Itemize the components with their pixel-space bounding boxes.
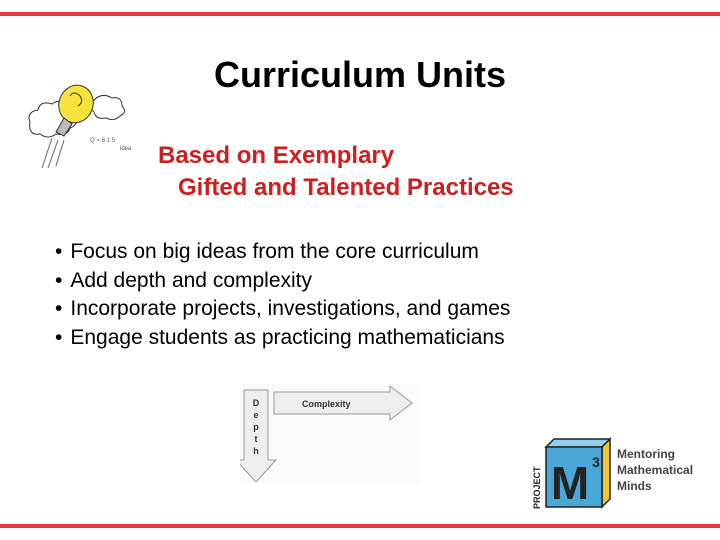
subtitle-line-1: Based on Exemplary (158, 142, 395, 169)
logo-name-line: Minds (617, 479, 652, 493)
logo-name (617, 446, 693, 494)
top-rule (0, 12, 720, 16)
depth-letter: p (253, 422, 259, 432)
project-m3-logo (530, 437, 612, 511)
logo-side-text: PROJECT (532, 466, 542, 509)
lightbulb-icon (24, 82, 134, 172)
depth-letter: h (253, 446, 259, 456)
subtitle-line-2: Gifted and Talented Practices (178, 174, 514, 201)
bullet-list (55, 238, 510, 352)
bulb-caption (90, 137, 131, 153)
depth-complexity-diagram (240, 384, 420, 484)
bulb-caption-line-1: Q ∘ 6 1 5 (90, 138, 116, 144)
complexity-label: Complexity (302, 399, 351, 409)
bullet-item: • Engage students as practicing mathematicians (55, 324, 510, 353)
logo-mark: M (550, 457, 590, 509)
bottom-rule (0, 524, 720, 528)
bulb-caption-line-2: idea (120, 146, 132, 152)
bullet-item: • Add depth and complexity (55, 267, 510, 296)
logo-name-line: Mentoring (617, 447, 675, 461)
depth-letter: D (252, 398, 260, 408)
bullet-item: • Focus on big ideas from the core curriculum (55, 238, 510, 267)
slide-title: Curriculum Units (213, 54, 507, 95)
logo-superscript: 3 (592, 454, 600, 470)
slide-subtitle (158, 140, 514, 204)
depth-letter: e (253, 410, 259, 420)
depth-letter: t (254, 434, 258, 444)
bullet-item: • Incorporate projects, investigations, and games (55, 295, 510, 324)
logo-name-line: Mathematical (617, 463, 694, 477)
